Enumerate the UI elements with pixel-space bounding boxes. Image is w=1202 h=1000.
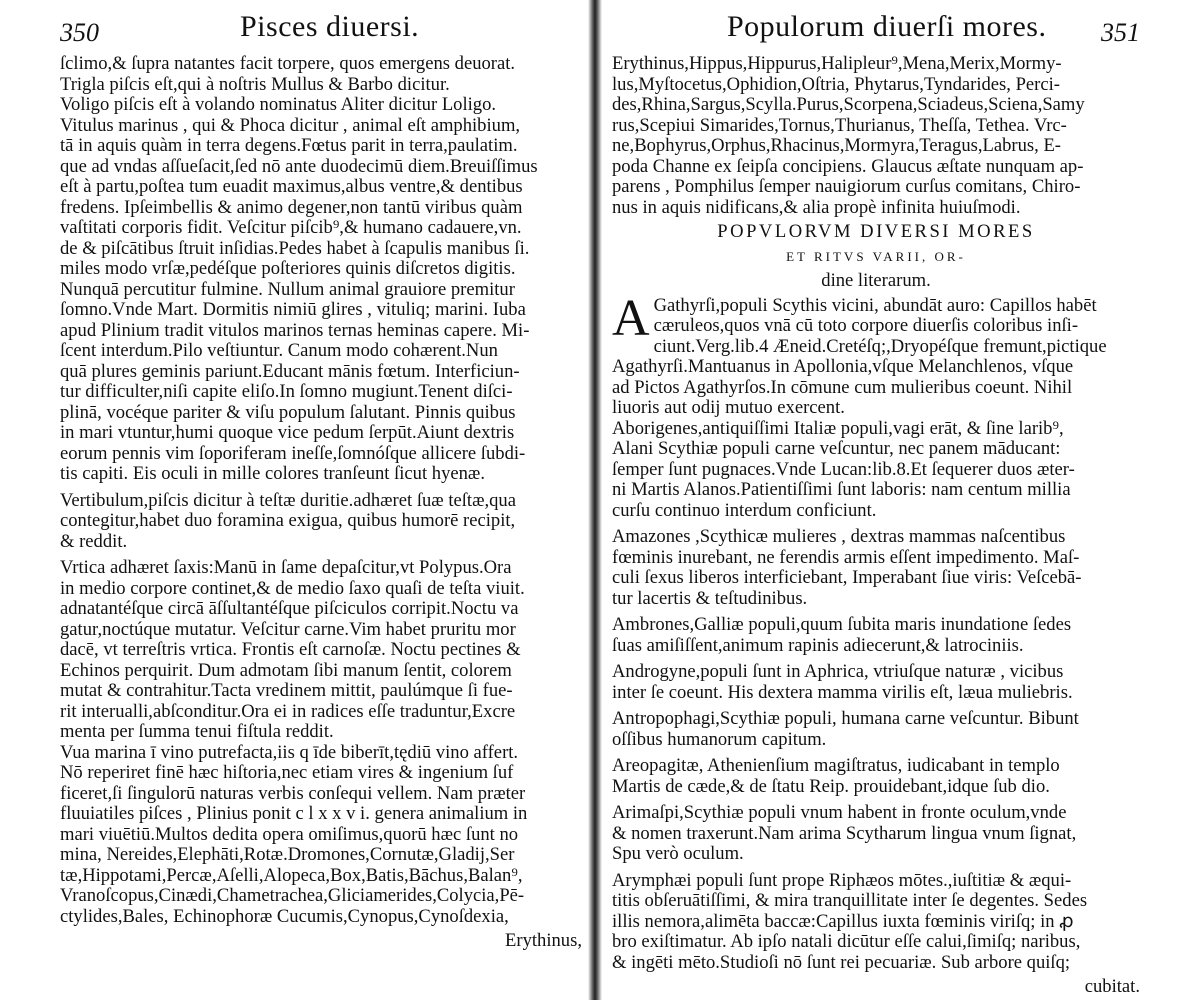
text-line: ſemper ſunt pugnaces.Vnde Lucan:lib.8.Et ſequerer duos æter- xyxy=(612,459,1075,480)
text-line: & nomen traxerunt.Nam arima Scytharum lingua vnum ſignat, xyxy=(612,823,1077,844)
text-line: rus,Scepiui Simarides,Tornus,Thurianus, Theſſa, Tethea. Vrc- xyxy=(612,115,1067,136)
text-line: in mari vtuntur,humi quoque vice pedum ſerpūt.Aiunt dextris xyxy=(60,423,515,443)
text-line: liuoris aut odij mutuo exercent. xyxy=(612,398,845,418)
text-line: ciunt.Verg.lib.4 Æneid.Cretéſq;,Dryopéſque fremunt,pictique xyxy=(653,336,1107,357)
text-line: ne,Bophyrus,Orphus,Rhacinus,Mormyra,Teragus,Labrus, E- xyxy=(612,136,1061,156)
text-line: Vranoſcopus,Cinædi,Chametrachea,Gliciamerides,Colycia,Pē- xyxy=(60,886,525,906)
section-title-line-3: dine literarum. xyxy=(821,270,931,291)
text-line: mari viuētiū.Multos dedita opera omiſimus,quorū hæc ſunt no xyxy=(60,824,519,845)
text-line: & ingēti mēto.Studioſi nō ſunt rei pecuariæ. Sub arbore quiſq; xyxy=(612,952,1071,973)
text-line: Erythinus,Hippus,Hippurus,Halipleur⁹,Mena,Merix,Mormy- xyxy=(612,54,1062,74)
text-line: contegitur,habet duo foramina exigua, quibus humorē recipit, xyxy=(60,511,516,531)
text-line: illis nemora,alimēta baccæ:Capillus iuxta fœminis viriſq; in ꝓ xyxy=(612,911,1074,932)
text-line: Arimaſpi,Scythiæ populi vnum habent in fronte oculum,vnde xyxy=(612,803,1067,823)
text-line: poda Channe ex ſeipſa concipiens. Glaucus æſtate nunquam ap- xyxy=(612,156,1084,177)
text-line: culi ſexus liberos interficiebant, Imperabant ſiue viris: Veſcebā- xyxy=(612,568,1082,588)
text-line: mutat & contrahitur.Tacta vredinem mittit, paulúmque ſi fue- xyxy=(60,681,513,701)
text-line: eſt à partu,poſtea tum euadit maximus,albus ventre,& dentibus xyxy=(60,177,523,197)
left-page xyxy=(60,0,582,1000)
text-line: menta per ſumma tenui fiſtula reddit. xyxy=(60,722,334,742)
text-line: cæruleos,quos vnā cū toto corpore diuerſis coloribus inſi- xyxy=(653,316,1079,336)
text-line: Vua marina ī vino putrefacta,iis q īde biberīt,tędiū vino affert. xyxy=(60,742,519,763)
text-line: Areopagitæ, Athenienſium magiſtratus, iudicabant in templo xyxy=(612,756,1060,776)
text-line: dacē, vt terreſtris vrtica. Frontis eſt carnoſæ. Noctu pectines & xyxy=(60,640,521,660)
drop-cap: A xyxy=(612,289,650,347)
text-line: adnatantéſque circā āſſultantéſque piſciculos corripit.Noctu va xyxy=(60,599,519,619)
text-line: quā plures geminis pariunt.Educant mānis fœtum. Interficiun- xyxy=(60,361,520,382)
left-page-number: 350 xyxy=(60,18,99,47)
text-line: oſſibus humanorum capitum. xyxy=(612,729,827,750)
text-line: ficeret,ſi ſingulorū naturas verbis conſequi vellem. Nam præter xyxy=(60,783,526,804)
text-line: ſomno.Vnde Mart. Dormitis nimiū glires , vituliq; marini. Iuba xyxy=(60,300,526,320)
text-line: ſclimo,& ſupra natantes facit torpere, quos emergens deuorat. xyxy=(60,54,516,74)
text-line: que ad vndas aſſueſacit,ſed nō ante duodecimū diem.Breuiſſimus xyxy=(60,156,538,177)
right-page-text-body xyxy=(612,289,1140,974)
book-gutter xyxy=(588,0,602,1000)
text-line: parens , Pomphilus ſemper nauigiorum curſus comitans, Chiro- xyxy=(612,177,1081,197)
text-line: fluuiatiles piſces , Plinius ponit c l x x v i. genera animalium in xyxy=(60,804,528,824)
text-line: ſcent interdum.Pilo veſtiuntur. Canum modo cohærent.Nun xyxy=(60,341,498,361)
section-title-line-2: ET RITVS VARII, OR- xyxy=(786,248,966,264)
text-line: nus in aquis nidificans,& alia propè infinita huiuſmodi. xyxy=(612,197,1021,218)
text-line: mina, Nereides,Elephāti,Rotæ.Dromones,Cornutæ,Gladij,Ser xyxy=(60,845,515,865)
text-line: ni Martis Alanos.Patientiſſimi ſunt laboris: nam centum millia xyxy=(612,480,1071,500)
right-page-header xyxy=(612,8,1140,50)
text-line: ad Pictos Agathyrſos.In cōmune cum mulieribus coeunt. Nihil xyxy=(612,377,1073,398)
text-line: Trigla piſcis eſt,qui à noſtris Mullus & Barbo dicitur. xyxy=(60,74,450,95)
text-line: Amazones ,Scythicæ mulieres , dextras mammas naſcentibus xyxy=(612,527,1066,547)
text-line: ſuas amiſiſſent,animum rapinis adiecerunt,& latrociniis. xyxy=(612,635,1024,656)
text-line: Arymphæi populi ſunt prope Riphæos mōtes.,iuſtitiæ & æqui- xyxy=(612,870,1072,891)
text-line: in medio corpore continet,& de medio ſaxo quaſi de teſta viuit. xyxy=(60,578,525,599)
section-title-line-1: POPVLORVM DIVERSI MORES xyxy=(717,221,1035,242)
text-line: eorum pennis vim ſoporiferam ineſſe,ſomnóſque allicere ſubdi- xyxy=(60,443,526,464)
text-line: ctylides,Bales, Echinophoræ Cucumis,Cynopus,Cynoſdexia, xyxy=(60,906,509,927)
right-running-head: Populorum diuerſi mores. xyxy=(727,10,1047,43)
text-line: tur difficulter,niſi capite eliſo.In ſomno mugiunt.Tenent diſci- xyxy=(60,382,513,402)
text-line: tæ,Hippotami,Percæ,Aſelli,Alopeca,Box,Batis,Bāchus,Balan⁹, xyxy=(60,865,523,886)
right-catchword: cubitat. xyxy=(1084,976,1140,997)
text-line: lus,Myſtocetus,Ophidion,Oſtria, Phytarus,Tyndarides, Perci- xyxy=(612,74,1060,95)
text-line: miles modo vrſæ,pedéſque poſteriores quinis diſcretos digitis. xyxy=(60,259,516,279)
text-line: Vertibulum,piſcis dicitur à teſtæ duritie.adhæret ſuæ teſtæ,qua xyxy=(60,490,516,511)
text-line: rit interualli,abſconditur.Ora ei in radices eſſe traduntur,Excre xyxy=(60,701,516,722)
text-line: gatur,noctúque mutatur. Veſcitur carne.Vim habet pruritu mor xyxy=(60,619,516,640)
text-line: Echinos perquirit. Dum admotam ſibi manum ſentit, colorem xyxy=(60,660,512,681)
text-line: Antropophagi,Scythiæ populi, humana carne veſcuntur. Bibunt xyxy=(612,709,1079,729)
text-line: apud Plinium tradit vitulos marinos ternas heminas capere. Mi- xyxy=(60,320,530,341)
text-line: Agathyrſi.Mantuanus in Apollonia,vſque Melanchlenos, vſque xyxy=(612,357,1074,377)
text-line: des,Rhina,Sargus,Scylla.Purus,Scorpena,Sciadeus,Sciena,Samy xyxy=(612,95,1085,115)
text-line: de & piſcātibus ſtruit inſidias.Pedes habet à ſcapulis manibus ſi. xyxy=(60,238,530,259)
text-line: tur lacertis & teſtudinibus. xyxy=(612,588,808,609)
text-line: Vrtica adhæret ſaxis:Manū in ſame depaſcitur,vt Polypus.Ora xyxy=(60,558,512,578)
left-running-head: Pisces diuersi. xyxy=(240,10,420,43)
text-line: Nunquā percutitur fulmine. Nullum animal grauiore premitur xyxy=(60,279,515,300)
text-line: Alani Scythiæ populi carne veſcuntur, nec panem māducant: xyxy=(612,439,1061,459)
text-line: fœminis inurebant, ne ferendis armis eſſent impedimento. Maſ- xyxy=(612,547,1080,568)
text-line: titis obſeruātiſſimi, & mira tranquillitate inter ſe degentes. Sedes xyxy=(612,891,1088,911)
text-line: Martis de cæde,& de ſtatu Reip. prouidebant,idque ſub dio. xyxy=(612,776,1050,797)
text-line: Ambrones,Galliæ populi,quum ſubita maris inundatione ſedes xyxy=(612,615,1072,635)
text-line: bro exiſtimatur. Ab ipſo natali dicūtur eſſe calui,ſimiſq; naribus, xyxy=(612,932,1081,952)
text-line: & reddit. xyxy=(60,531,128,552)
text-line: Voligo piſcis eſt à volando nominatus Aliter dicitur Loligo. xyxy=(60,95,497,115)
right-page xyxy=(612,0,1140,1000)
text-line: curſu continuo interdum conficiunt. xyxy=(612,500,877,521)
left-catchword: Erythinus, xyxy=(505,930,582,951)
right-page-number: 351 xyxy=(1101,18,1140,47)
text-line: Nō reperiret finē hæc hiſtoria,nec etiam vires & ingenium ſuf xyxy=(60,763,514,783)
text-line: Androgyne,populi ſunt in Aphrica, vtriuſque naturæ , vicibus xyxy=(612,662,1064,682)
left-page-text xyxy=(60,54,582,927)
text-line: Aborigenes,antiquiſſimi Italiæ populi,vagi erāt, & ſine larib⁹, xyxy=(612,418,1064,439)
left-page-header xyxy=(60,8,582,50)
text-line: plinā, vocéque pariter & viſu populum ſalutant. Pinnis quibus xyxy=(60,402,516,423)
text-line: tā in aquis quàm in terra degens.Fœtus parit in terra,paulatim. xyxy=(60,136,518,156)
text-line: fredens. Ipſeimbellis & animo degener,non tantū viribus quàm xyxy=(60,197,523,218)
text-line: inter ſe coeunt. His dextera mamma virilis eſt, læua muliebris. xyxy=(612,682,1073,703)
text-line: Gathyrſi,populi Scythis vicini, abundāt auro: Capillos habēt xyxy=(653,295,1097,316)
right-page-text-top xyxy=(612,54,1140,218)
text-line: Spu verò oculum. xyxy=(612,844,744,864)
text-line: vaſtitati corporis fidit. Veſcitur piſcib⁹,& humano cadauere,vn. xyxy=(60,218,522,238)
text-line: Vitulus marinus , qui & Phoca dicitur , animal eſt amphibium, xyxy=(60,115,521,136)
text-line: tis capiti. Eis oculi in mille colores tranſeunt ſicut hyenæ. xyxy=(60,464,485,484)
